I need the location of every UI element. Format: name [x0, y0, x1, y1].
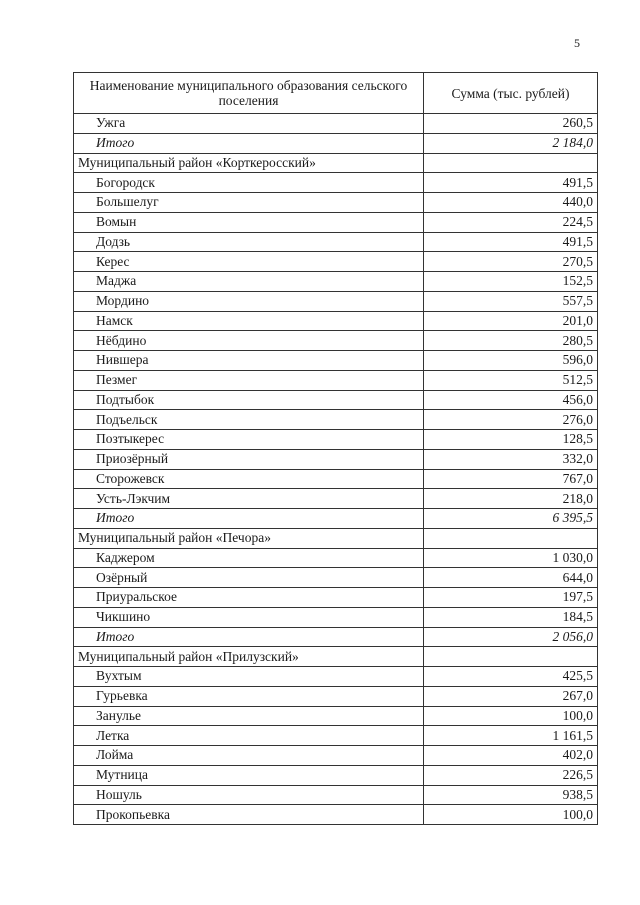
settlement-amount: 491,5 — [424, 232, 598, 252]
settlement-amount: 402,0 — [424, 746, 598, 766]
header-amount: Сумма (тыс. рублей) — [424, 73, 598, 114]
settlement-amount: 270,5 — [424, 252, 598, 272]
table-row — [74, 410, 598, 430]
table-body — [74, 114, 598, 825]
settlement-name: Гурьевка — [74, 686, 424, 706]
settlement-amount: 276,0 — [424, 410, 598, 430]
settlement-amount: 456,0 — [424, 390, 598, 410]
settlement-amount — [424, 647, 598, 667]
settlement-amount — [424, 153, 598, 173]
table-row — [74, 706, 598, 726]
table-row — [74, 746, 598, 766]
settlement-amount: 226,5 — [424, 765, 598, 785]
settlement-amount: 224,5 — [424, 212, 598, 232]
table-row — [74, 331, 598, 351]
settlement-amount: 557,5 — [424, 291, 598, 311]
settlement-name: Озёрный — [74, 568, 424, 588]
table-row — [74, 667, 598, 687]
settlement-amount: 2 184,0 — [424, 133, 598, 153]
settlement-name: Итого — [74, 133, 424, 153]
table-row — [74, 272, 598, 292]
table-row — [74, 252, 598, 272]
settlement-name: Муниципальный район «Печора» — [74, 528, 424, 548]
settlement-name: Лойма — [74, 746, 424, 766]
table-row — [74, 568, 598, 588]
settlement-amount: 767,0 — [424, 469, 598, 489]
table-row — [74, 291, 598, 311]
settlement-amount: 2 056,0 — [424, 627, 598, 647]
total-row — [74, 133, 598, 153]
settlement-name: Нившера — [74, 351, 424, 371]
settlement-amount: 512,5 — [424, 370, 598, 390]
table-row — [74, 351, 598, 371]
settlement-amount: 128,5 — [424, 430, 598, 450]
settlement-amount: 267,0 — [424, 686, 598, 706]
table-row — [74, 232, 598, 252]
budget-table — [73, 72, 598, 825]
table-row — [74, 785, 598, 805]
settlement-amount: 6 395,5 — [424, 509, 598, 529]
page-number: 5 — [574, 36, 580, 50]
header-name: Наименование муниципального образования сельского поселения — [74, 73, 424, 114]
settlement-name: Ужга — [74, 114, 424, 134]
table-row — [74, 548, 598, 568]
settlement-name: Приозёрный — [74, 449, 424, 469]
settlement-amount: 280,5 — [424, 331, 598, 351]
settlement-name: Муниципальный район «Корткеросский» — [74, 153, 424, 173]
settlement-amount: 440,0 — [424, 193, 598, 213]
settlement-name: Летка — [74, 726, 424, 746]
settlement-name: Приуральское — [74, 588, 424, 608]
settlement-name: Муниципальный район «Прилузский» — [74, 647, 424, 667]
settlement-name: Мутница — [74, 765, 424, 785]
settlement-amount: 197,5 — [424, 588, 598, 608]
settlement-name: Подтыбок — [74, 390, 424, 410]
settlement-amount: 644,0 — [424, 568, 598, 588]
settlement-name: Додзь — [74, 232, 424, 252]
total-row — [74, 627, 598, 647]
settlement-amount: 260,5 — [424, 114, 598, 134]
total-row — [74, 509, 598, 529]
settlement-name: Каджером — [74, 548, 424, 568]
settlement-name: Усть-Лэкчим — [74, 489, 424, 509]
district-row — [74, 528, 598, 548]
settlement-amount: 1 030,0 — [424, 548, 598, 568]
settlement-amount: 218,0 — [424, 489, 598, 509]
settlement-amount: 1 161,5 — [424, 726, 598, 746]
table-row — [74, 193, 598, 213]
settlement-name: Ношуль — [74, 785, 424, 805]
table-row — [74, 449, 598, 469]
settlement-name: Нёбдино — [74, 331, 424, 351]
table-row — [74, 390, 598, 410]
settlement-amount — [424, 528, 598, 548]
table-row — [74, 370, 598, 390]
settlement-name: Керес — [74, 252, 424, 272]
settlement-amount: 938,5 — [424, 785, 598, 805]
settlement-name: Чикшино — [74, 607, 424, 627]
settlement-name: Позтыкерес — [74, 430, 424, 450]
table-row — [74, 765, 598, 785]
settlement-name: Богородск — [74, 173, 424, 193]
table-row — [74, 430, 598, 450]
district-row — [74, 647, 598, 667]
table-row — [74, 489, 598, 509]
settlement-amount: 100,0 — [424, 805, 598, 825]
settlement-name: Вухтым — [74, 667, 424, 687]
settlement-amount: 184,5 — [424, 607, 598, 627]
table-row — [74, 311, 598, 331]
settlement-name: Занулье — [74, 706, 424, 726]
settlement-name: Большелуг — [74, 193, 424, 213]
table-row — [74, 607, 598, 627]
settlement-amount: 596,0 — [424, 351, 598, 371]
table-row — [74, 726, 598, 746]
settlement-name: Вомын — [74, 212, 424, 232]
settlement-amount: 491,5 — [424, 173, 598, 193]
settlement-amount: 201,0 — [424, 311, 598, 331]
settlement-amount: 152,5 — [424, 272, 598, 292]
settlement-name: Пезмег — [74, 370, 424, 390]
settlement-name: Подъельск — [74, 410, 424, 430]
table-row — [74, 173, 598, 193]
table-row — [74, 805, 598, 825]
settlement-name: Итого — [74, 627, 424, 647]
settlement-name: Прокопьевка — [74, 805, 424, 825]
settlement-amount: 425,5 — [424, 667, 598, 687]
table-row — [74, 469, 598, 489]
settlement-name: Сторожевск — [74, 469, 424, 489]
table-header-row — [74, 73, 598, 114]
settlement-name: Итого — [74, 509, 424, 529]
settlement-name: Мордино — [74, 291, 424, 311]
district-row — [74, 153, 598, 173]
settlement-name: Намск — [74, 311, 424, 331]
settlement-name: Маджа — [74, 272, 424, 292]
table-row — [74, 114, 598, 134]
table-row — [74, 588, 598, 608]
table-row — [74, 686, 598, 706]
settlement-amount: 332,0 — [424, 449, 598, 469]
table-row — [74, 212, 598, 232]
settlement-amount: 100,0 — [424, 706, 598, 726]
